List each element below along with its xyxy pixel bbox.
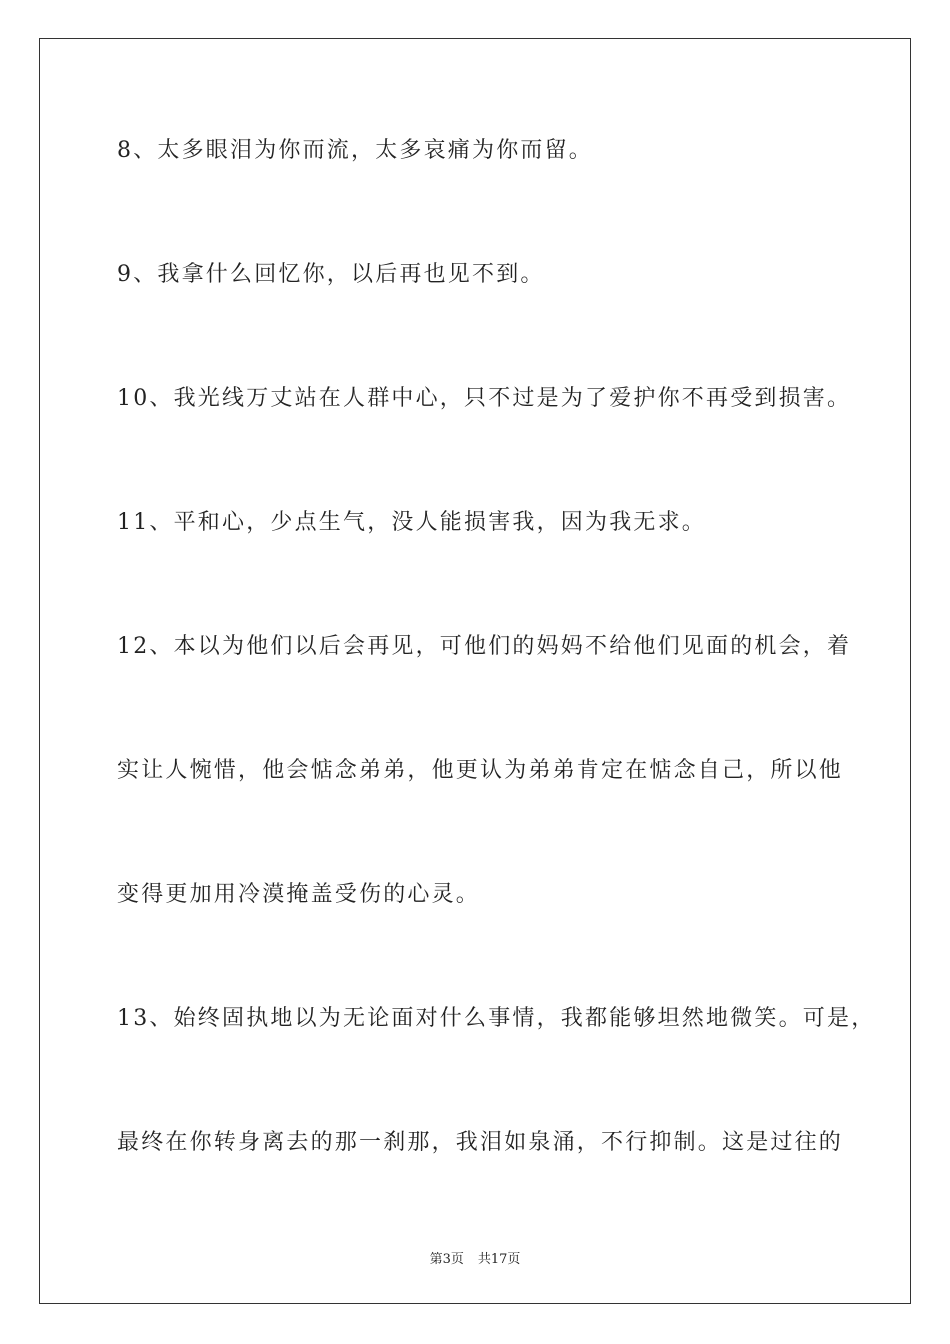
- text-line-item-11: 11、平和心，少点生气，没人能损害我，因为我无求。: [117, 510, 706, 535]
- text-line-item-8: 8、太多眼泪为你而流，太多哀痛为你而留。: [117, 138, 593, 163]
- page-total: 共17页: [477, 1252, 521, 1267]
- text-line-item-13-part2: 最终在你转身离去的那一刹那，我泪如泉涌，不行抑制。这是过往的: [117, 1130, 844, 1155]
- text-line-item-9: 9、我拿什么回忆你，以后再也见不到。: [117, 262, 545, 287]
- text-line-item-12-part3: 变得更加用冷漠掩盖受伤的心灵。: [117, 882, 481, 907]
- text-line-item-13-part1: 13、始终固执地以为无论面对什么事情，我都能够坦然地微笑。可是，: [117, 1006, 876, 1031]
- text-line-item-12-part2: 实让人惋惜，他会惦念弟弟，他更认为弟弟肯定在惦念自己，所以他: [117, 758, 844, 783]
- page-number: 第3页: [429, 1252, 464, 1267]
- text-line-item-10: 10、我光线万丈站在人群中心，只不过是为了爱护你不再受到损害。: [117, 386, 852, 411]
- page-footer: [0, 1248, 950, 1267]
- page-border: [39, 38, 911, 1304]
- text-line-item-12-part1: 12、本以为他们以后会再见，可他们的妈妈不给他们见面的机会，着: [117, 634, 852, 659]
